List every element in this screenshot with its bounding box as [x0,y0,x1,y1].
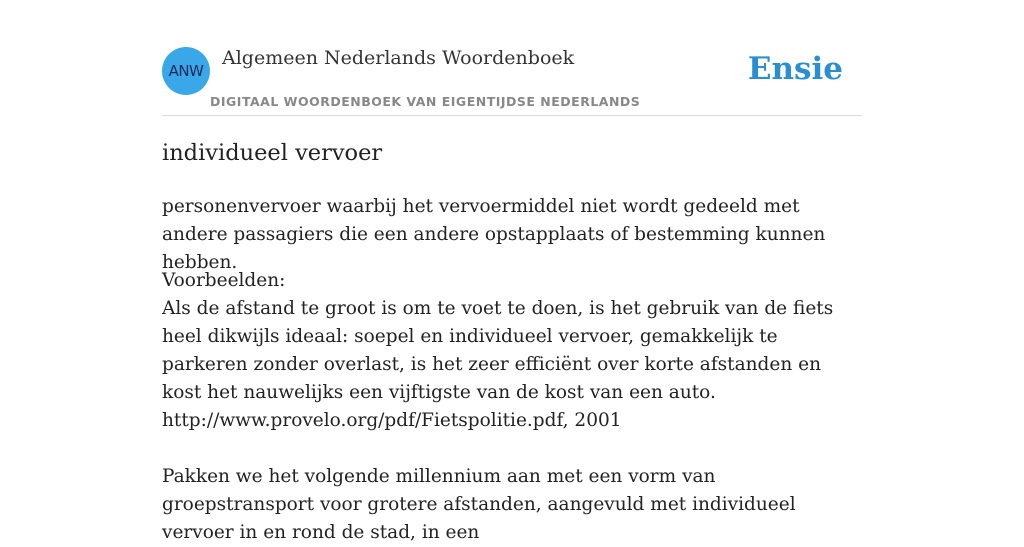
examples-section [162,267,862,547]
example-text: Als de afstand te groot is om te voet te doen, is het gebruik van de fiets heel dikwijls ideaal: soepel en individueel vervoer, gemakkelijk te parkeren zonder overlast, is het zeer efficiënt over korte afstanden en kost het nauwelijks een vijftigste van de kost van een auto. [162,298,834,403]
anw-logo[interactable] [162,47,210,95]
dictionary-title[interactable]: Algemeen Nederlands Woordenboek [222,47,575,69]
example-spacer [162,435,862,463]
dictionary-subtitle: DIGITAAL WOORDENBOEK VAN EIGENTIJDSE NEDERLANDS [210,94,641,109]
entry-title: individueel vervoer [162,140,383,166]
examples-label: Voorbeelden: [162,270,286,291]
site-header [162,46,862,116]
ensie-brand-logo[interactable]: Ensie [747,51,843,87]
entry-definition: personenvervoer waarbij het vervoermiddel niet wordt gedeeld met andere passagiers die een andere opstapplaats of bestemming kunnen hebben. [162,196,826,273]
example-text: Pakken we het volgende millennium aan met een vorm van groepstransport voor grotere afstanden, aangevuld met individueel vervoer in en rond de stad, in een [162,466,796,543]
logo-text: ANW [168,62,204,80]
example-source: http://www.provelo.org/pdf/Fietspolitie.pdf, 2001 [162,410,622,431]
